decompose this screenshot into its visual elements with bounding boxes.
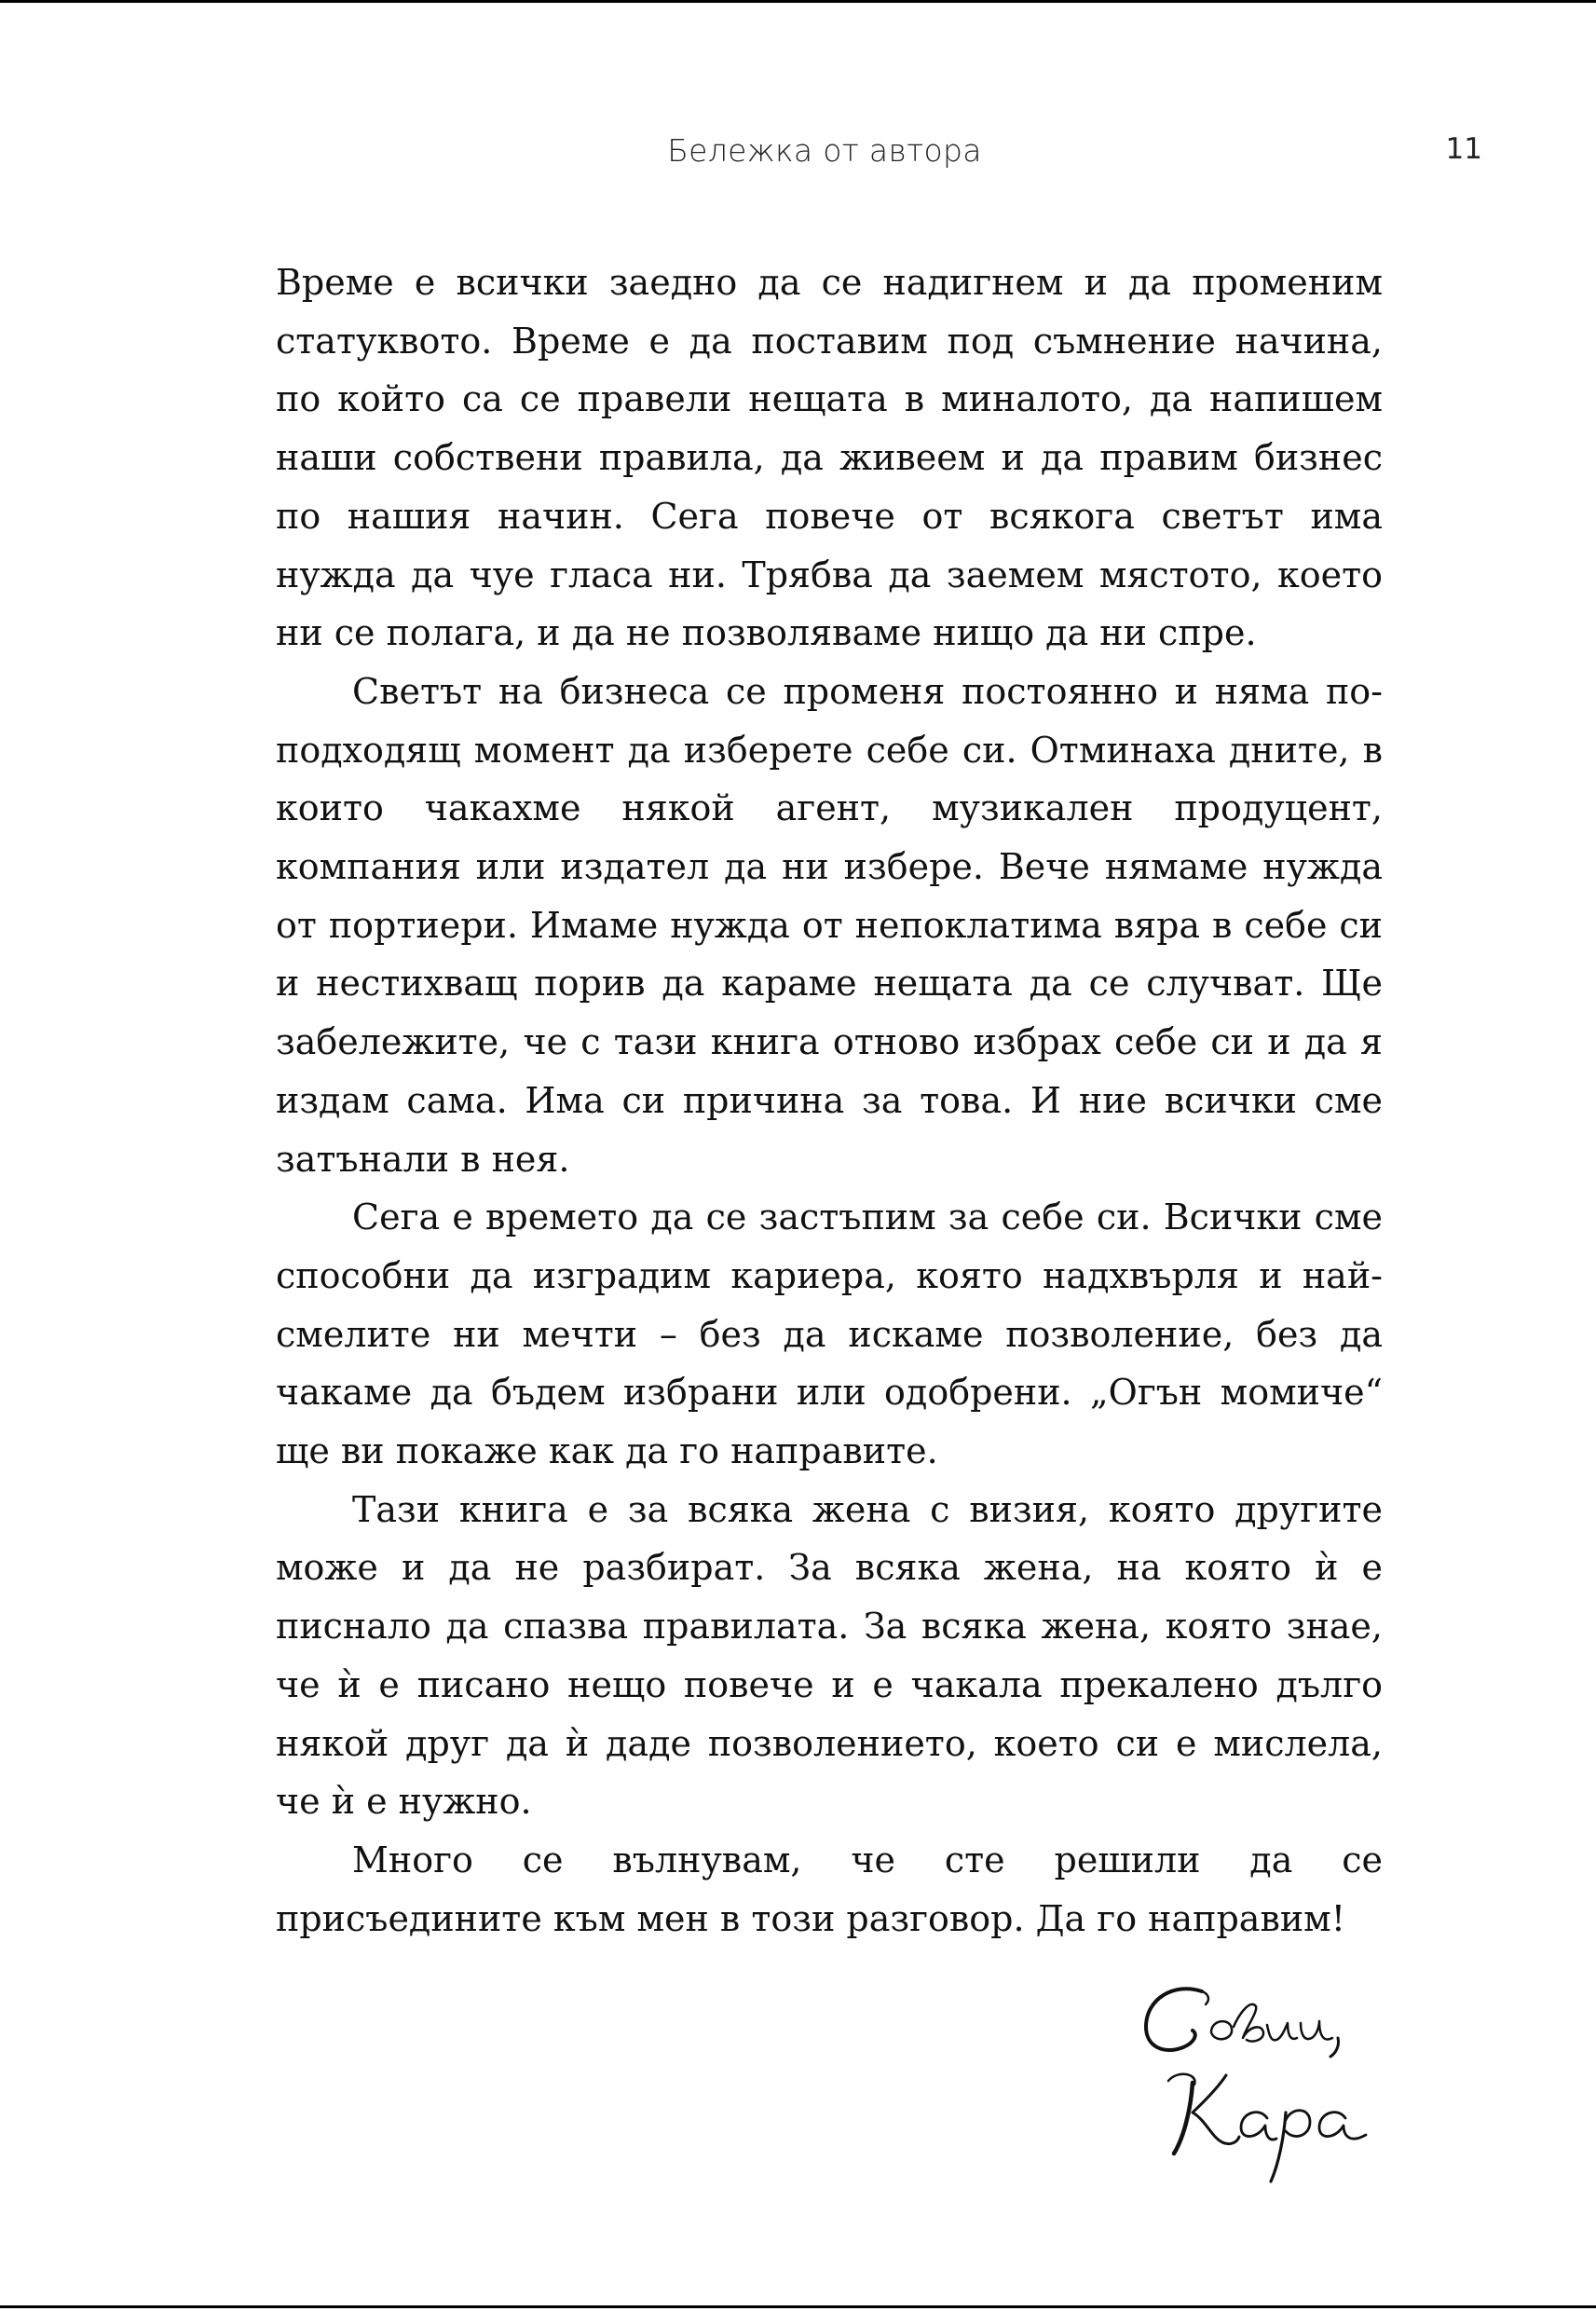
handwritten-signature <box>1137 1971 1416 2185</box>
page-bottom-rule <box>0 2305 1596 2308</box>
paragraph-5: Много се вълнувам, че сте решили да се присъедините към мен в този разговор. Да го направим! <box>276 1839 1383 1939</box>
paragraph-2: Светът на бизнеса се променя постоянно и няма по-подходящ момент да изберете себе си. Отминаха дните, в които чакахме някой агент, музикален продуцент, компания или издател да ни избере. Вече нямаме нужда от портиери. Имаме нужда от непоклатима вяра в себе си и нестихващ порив да караме нещата да се случват. Ще забележите, че с тази книга отново избрах себе си и да я издам сама. Има си причина за това. И ние всички сме затънали в нея. <box>276 670 1383 1180</box>
chapter-title: Бележка от автора <box>667 132 982 169</box>
signature-graphic <box>1137 1971 1416 2185</box>
page-top-rule <box>0 0 1596 3</box>
paragraph-1: Време е всички заедно да се надигнем и да променим статуквото. Време е да поставим под съмнение начина, по който са се правели нещата в миналото, да напишем наши собствени правила, да живеем и да правим бизнес по нашия начин. Сега повече от всякога светът има нужда да чуе гласа ни. Трябва да заемем мястото, което ни се полага, и да не позволяваме нищо да ни спре. <box>276 262 1383 654</box>
page-number: 11 <box>1445 132 1482 166</box>
body-text <box>276 253 1383 1948</box>
running-header <box>0 132 1596 179</box>
paragraph-3: Сега е времето да се застъпим за себе си. Всички сме способни да изградим кариера, която надхвърля и най-смелите ни мечти – без да искаме позволение, без да чакаме да бъдем избрани или одобрени. „Огън момиче“ ще ви покаже как да го направите. <box>276 1197 1383 1472</box>
paragraph-4: Тази книга е за всяка жена с визия, която другите може и да не разбират. За всяка жена, на която ѝ е писнало да спазва правилата. За всяка жена, която знае, че ѝ е писано нещо повече и е чакала прекалено дълго някой друг да ѝ даде позволението, което си е мислела, че ѝ е нужно. <box>276 1488 1383 1823</box>
